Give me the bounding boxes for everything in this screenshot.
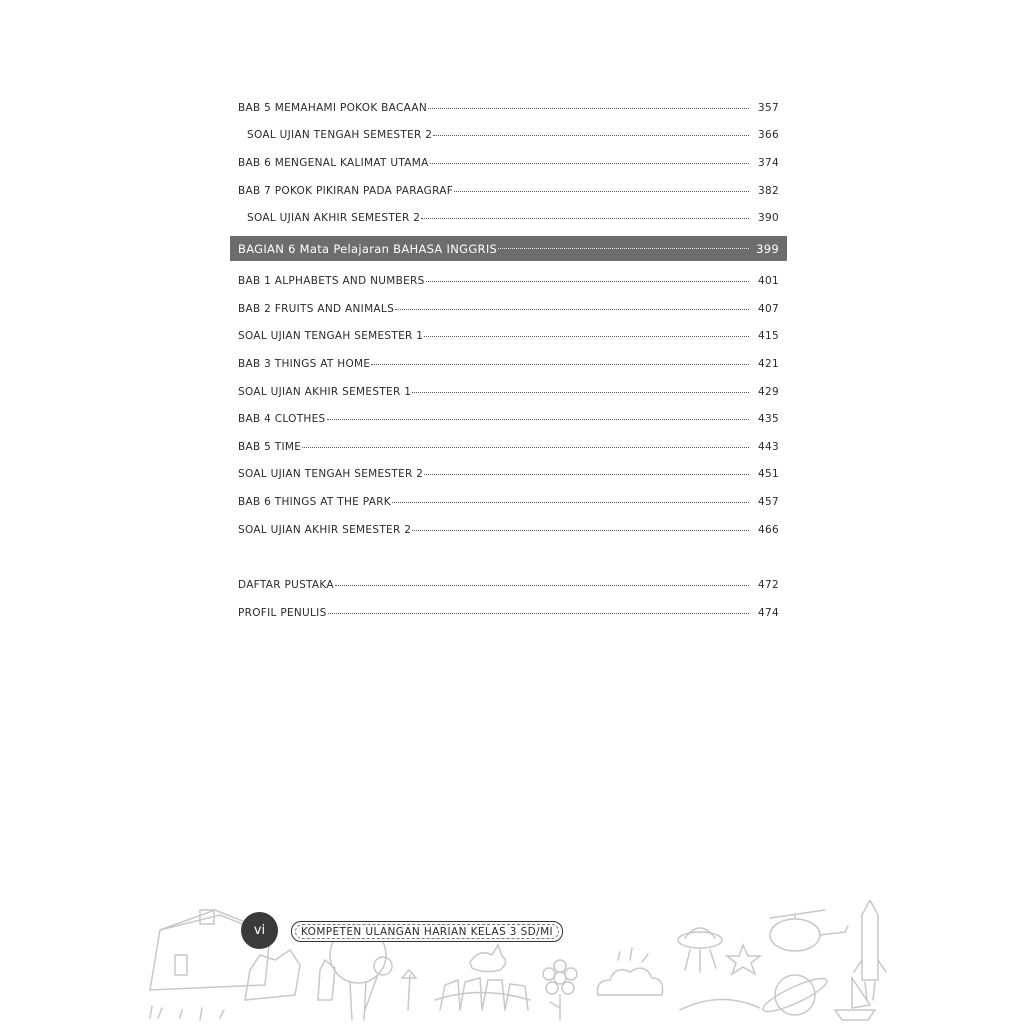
toc-entry-page: 457	[758, 496, 779, 508]
toc-entry	[230, 293, 787, 315]
book-title: KOMPETEN ULANGAN HARIAN KELAS 3 SD/MI	[300, 925, 554, 938]
toc-entry-title: SOAL UJIAN TENGAH SEMESTER 2	[247, 129, 433, 141]
toc-entry-page: 374	[758, 157, 779, 169]
toc-entry-title: BAB 7 POKOK PIKIRAN PADA PARAGRAF	[238, 185, 454, 197]
toc-entry-title: BAB 4 CLOTHES	[238, 413, 326, 425]
toc-entry-title: BAGIAN 6 Mata Pelajaran BAHASA INGGRIS	[238, 241, 498, 256]
dot-leader	[426, 281, 749, 282]
dot-leader	[428, 108, 749, 109]
toc-entry-title: SOAL UJIAN AKHIR SEMESTER 2	[238, 524, 412, 536]
toc-entry-page: 382	[758, 185, 779, 197]
toc-entry	[230, 202, 787, 224]
toc-entry	[230, 486, 787, 508]
toc-entry-page: 421	[758, 358, 779, 370]
toc-entry-page: 399	[756, 241, 779, 256]
toc-entry-page: 466	[758, 524, 779, 536]
toc-entry	[230, 175, 787, 197]
toc-entry	[230, 458, 787, 480]
toc-entry	[230, 147, 787, 169]
book-title-banner	[291, 921, 563, 942]
toc-entry-title: SOAL UJIAN AKHIR SEMESTER 2	[247, 212, 421, 224]
toc-entry-page: 401	[758, 275, 779, 287]
toc-entry-title: BAB 6 THINGS AT THE PARK	[238, 496, 391, 508]
toc-entry-title: SOAL UJIAN TENGAH SEMESTER 2	[238, 468, 424, 480]
dot-leader	[433, 135, 749, 136]
toc-entry-title: BAB 2 FRUITS AND ANIMALS	[238, 303, 395, 315]
dot-leader	[430, 163, 749, 164]
dot-leader	[335, 585, 749, 586]
toc-entry	[230, 348, 787, 370]
toc-entry	[230, 431, 787, 453]
toc-entry	[230, 597, 787, 619]
dot-leader	[371, 364, 749, 365]
dot-leader	[421, 218, 749, 219]
toc-entry-title: BAB 6 MENGENAL KALIMAT UTAMA	[238, 157, 429, 169]
toc-entry-page: 472	[758, 579, 779, 591]
toc-section-header	[230, 236, 787, 261]
toc-entry-title: SOAL UJIAN TENGAH SEMESTER 1	[238, 330, 424, 342]
toc-entry	[230, 265, 787, 287]
toc-entry-title: PROFIL PENULIS	[238, 607, 327, 619]
toc-entry-title: BAB 1 ALPHABETS AND NUMBERS	[238, 275, 425, 287]
toc-entry	[230, 119, 787, 141]
dot-leader	[412, 530, 749, 531]
toc-entry-title: BAB 5 TIME	[238, 441, 302, 453]
toc-entry	[230, 376, 787, 398]
dot-leader	[424, 336, 749, 337]
toc-entry-page: 415	[758, 330, 779, 342]
dot-leader	[327, 419, 749, 420]
toc-entry-title: BAB 3 THINGS AT HOME	[238, 358, 371, 370]
toc-entry	[230, 569, 787, 591]
toc-entry-page: 357	[758, 102, 779, 114]
toc-entry-page: 390	[758, 212, 779, 224]
dot-leader	[412, 392, 749, 393]
toc-entry-title: SOAL UJIAN AKHIR SEMESTER 1	[238, 386, 412, 398]
toc-entry-page: 435	[758, 413, 779, 425]
toc-entry-page: 366	[758, 129, 779, 141]
toc-entry-title: DAFTAR PUSTAKA	[238, 579, 334, 591]
page-number: vi	[241, 912, 278, 949]
toc-entry-page: 407	[758, 303, 779, 315]
dot-leader	[328, 613, 749, 614]
dot-leader	[395, 309, 749, 310]
dot-leader	[302, 447, 749, 448]
toc-entry-page: 451	[758, 468, 779, 480]
toc-entry-page: 474	[758, 607, 779, 619]
toc-entry-title: BAB 5 MEMAHAMI POKOK BACAAN	[238, 102, 427, 114]
dot-leader	[454, 191, 749, 192]
toc-entry	[230, 514, 787, 536]
dot-leader	[424, 474, 749, 475]
toc-entry-page: 443	[758, 441, 779, 453]
toc-entry	[230, 92, 787, 114]
dot-leader	[392, 502, 749, 503]
toc-entry-page: 429	[758, 386, 779, 398]
dot-leader	[498, 248, 749, 249]
toc-entry	[230, 403, 787, 425]
toc-entry	[230, 320, 787, 342]
